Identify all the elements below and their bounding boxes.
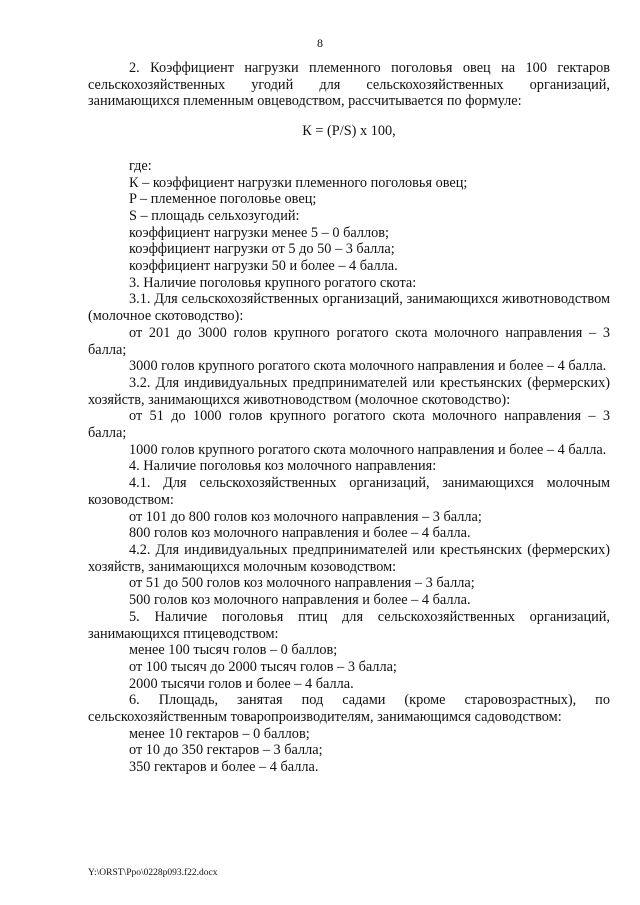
paragraph: от 10 до 350 гектаров – 3 балла; xyxy=(129,742,323,759)
paragraph: 1000 голов крупного рогатого скота молочного направления и более – 4 балла. xyxy=(129,441,607,458)
paragraph: коэффициент нагрузки от 5 до 50 – 3 балла; xyxy=(129,241,395,258)
paragraph: где: xyxy=(129,157,152,174)
paragraph: от 51 до 1000 голов крупного рогатого скота молочного направления – 3 балла; xyxy=(88,408,610,442)
paragraph: менее 100 тысяч голов – 0 баллов; xyxy=(129,642,338,659)
document-body xyxy=(88,60,610,776)
formula: К = (P/S) х 100, xyxy=(302,123,396,140)
paragraph: 3000 голов крупного рогатого скота молочного направления и более – 4 балла. xyxy=(129,358,607,375)
paragraph: 3.2. Для индивидуальных предпринимателей или крестьянских (фермерских) хозяйств, занимающихся животноводством (молочное скотоводство): xyxy=(88,374,610,408)
paragraph: P – племенное поголовье овец; xyxy=(129,191,317,208)
paragraph: коэффициент нагрузки менее 5 – 0 баллов; xyxy=(129,224,389,241)
paragraph: 6. Площадь, занятая под садами (кроме старовозрастных), по сельскохозяйственным товаропроизводителям, занимающимся садоводством: xyxy=(88,692,610,726)
paragraph: 2. Коэффициент нагрузки племенного поголовья овец на 100 гектаров сельскохозяйственных угодий для сельскохозяйственных организаций, занимающихся племенным овцеводством, рассчитывается по формуле: xyxy=(88,60,610,110)
paragraph: 350 гектаров и более – 4 балла. xyxy=(129,759,319,776)
paragraph: от 201 до 3000 голов крупного рогатого скота молочного направления – 3 балла; xyxy=(88,324,610,358)
file-path-footer: Y:\ORST\Ppo\0228p093.f22.docx xyxy=(88,868,218,878)
paragraph: 4. Наличие поголовья коз молочного направления: xyxy=(129,458,437,475)
paragraph: от 101 до 800 голов коз молочного направления – 3 балла; xyxy=(129,508,482,525)
paragraph: от 51 до 500 голов коз молочного направления – 3 балла; xyxy=(129,575,475,592)
paragraph: 4.2. Для индивидуальных предпринимателей или крестьянских (фермерских) хозяйств, занимающихся молочным козоводством: xyxy=(88,541,610,575)
paragraph: 2000 тысячи голов и более – 4 балла. xyxy=(129,675,354,692)
paragraph: 800 голов коз молочного направления и более – 4 балла. xyxy=(129,525,471,542)
paragraph: 5. Наличие поголовья птиц для сельскохозяйственных организаций, занимающихся птицеводством: xyxy=(88,608,610,642)
paragraph: S – площадь сельхозугодий: xyxy=(129,207,300,224)
paragraph: 3.1. Для сельскохозяйственных организаций, занимающихся животноводством (молочное скотоводство): xyxy=(88,291,610,325)
paragraph: от 100 тысяч до 2000 тысяч голов – 3 балла; xyxy=(129,658,397,675)
paragraph: 500 голов коз молочного направления и более – 4 балла. xyxy=(129,592,471,609)
paragraph: коэффициент нагрузки 50 и более – 4 балла. xyxy=(129,258,398,275)
page-number: 8 xyxy=(317,36,323,50)
paragraph: менее 10 гектаров – 0 баллов; xyxy=(129,725,310,742)
paragraph: К – коэффициент нагрузки племенного поголовья овец; xyxy=(129,174,468,191)
paragraph: 3. Наличие поголовья крупного рогатого скота: xyxy=(129,274,417,291)
paragraph: 4.1. Для сельскохозяйственных организаций, занимающихся молочным козоводством: xyxy=(88,475,610,508)
